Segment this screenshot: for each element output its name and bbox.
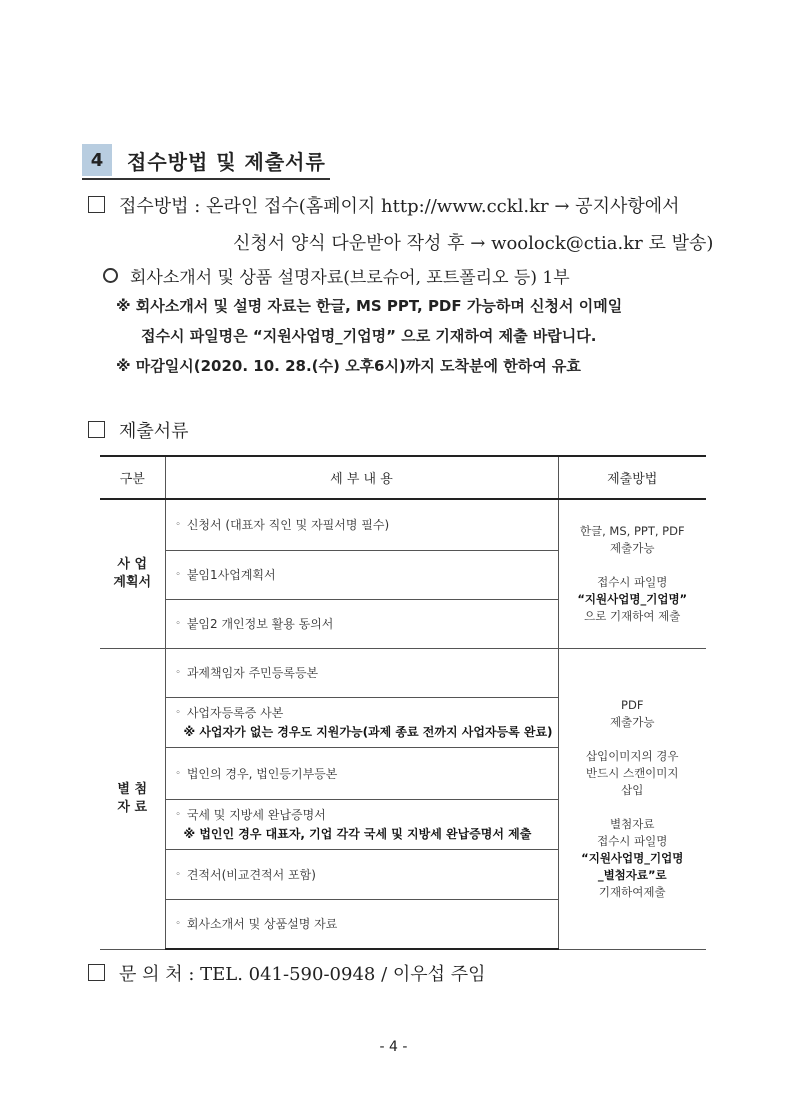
table-row (100, 499, 706, 550)
header-method: 제출방법 (558, 456, 706, 499)
contact-line (88, 960, 486, 986)
category-label: 계획서 (113, 574, 152, 590)
list-item: ◦ 붙임2 개인정보 활용 동의서 (165, 599, 558, 648)
method-line-1 (88, 192, 680, 218)
category-cell (100, 499, 165, 648)
category-cell (100, 648, 165, 949)
checkbox-square-icon (88, 964, 105, 981)
page-number: - 4 - (379, 1039, 408, 1055)
table-row (100, 648, 706, 697)
list-item: ◦ 법인의 경우, 법인등기부등본 (165, 747, 558, 799)
section-heading (82, 140, 330, 180)
item-note: ※ 사업자가 없는 경우도 지원가능(과제 종료 전까지 사업자등록 완료) (183, 725, 553, 739)
item-note: ※ 법인인 경우 대표자, 기업 각각 국세 및 지방세 완납증명서 제출 (183, 827, 532, 841)
category-label: 자 료 (117, 799, 148, 815)
list-item: ◦ 회사소개서 및 상품설명 자료 (165, 899, 558, 949)
section-number: 4 (82, 144, 112, 176)
method-sub-item (103, 263, 570, 288)
table-header-row (100, 456, 706, 499)
checkbox-square-icon (88, 421, 105, 438)
method-note-1: ※ 회사소개서 및 설명 자료는 한글, MS PPT, PDF 가능하며 신청서 이메일 (116, 297, 623, 315)
category-label: 별 첨 (117, 781, 148, 797)
method-sub-text: 회사소개서 및 상품 설명자료(브로슈어, 포트폴리오 등) 1부 (130, 268, 570, 288)
header-category: 구분 (100, 456, 165, 499)
header-details: 세 부 내 용 (165, 456, 558, 499)
section-underline (82, 178, 330, 180)
list-item: ◦ 국세 및 지방세 완납증명서 ※ 법인인 경우 대표자, 기업 각각 국세 및 지방세 완납증명서 제출 (165, 799, 558, 849)
method-note-2: 접수시 파일명은 “지원사업명_기업명” 으로 기재하여 제출 바랍니다. (141, 327, 597, 345)
method-note-3: ※ 마감일시(2020. 10. 28.(수) 오후6시)까지 도착분에 한하여 유효 (116, 357, 581, 375)
section-title: 접수방법 및 제출서류 (127, 150, 326, 174)
method-text-1: 접수방법 : 온라인 접수(홈페이지 http://www.cckl.kr → 공지사항에서 (119, 196, 680, 217)
documents-table (100, 455, 706, 950)
list-item: ◦ 과제책임자 주민등록등본 (165, 648, 558, 697)
list-item: ◦ 붙임1사업계획서 (165, 550, 558, 599)
circle-bullet-icon (103, 268, 118, 283)
contact-text: 문 의 처 : TEL. 041-590-0948 / 이우섭 주임 (119, 964, 486, 985)
method-cell: 한글, MS, PPT, PDF 제출가능 접수시 파일명 “지원사업명_기업명” 으로 기재하여 제출 (558, 499, 706, 648)
list-item: ◦ 신청서 (대표자 직인 및 자필서명 필수) (165, 499, 558, 550)
method-line-2: 신청서 양식 다운받아 작성 후 → woolock@ctia.kr 로 발송) (233, 233, 714, 254)
docs-heading (88, 417, 189, 443)
list-item: ◦ 견적서(비교견적서 포함) (165, 849, 558, 899)
list-item: ◦ 사업자등록증 사본 ※ 사업자가 없는 경우도 지원가능(과제 종료 전까지 사업자등록 완료) (165, 697, 558, 747)
docs-heading-text: 제출서류 (119, 421, 189, 442)
checkbox-square-icon (88, 196, 105, 213)
method-cell: PDF 제출가능 삽입이미지의 경우 반드시 스캔이미지 삽입 별첨자료 접수시 파일명 “지원사업명_기업명 _별첨자료”로 기재하여제출 (558, 648, 706, 949)
category-label: 사 업 (117, 556, 148, 572)
